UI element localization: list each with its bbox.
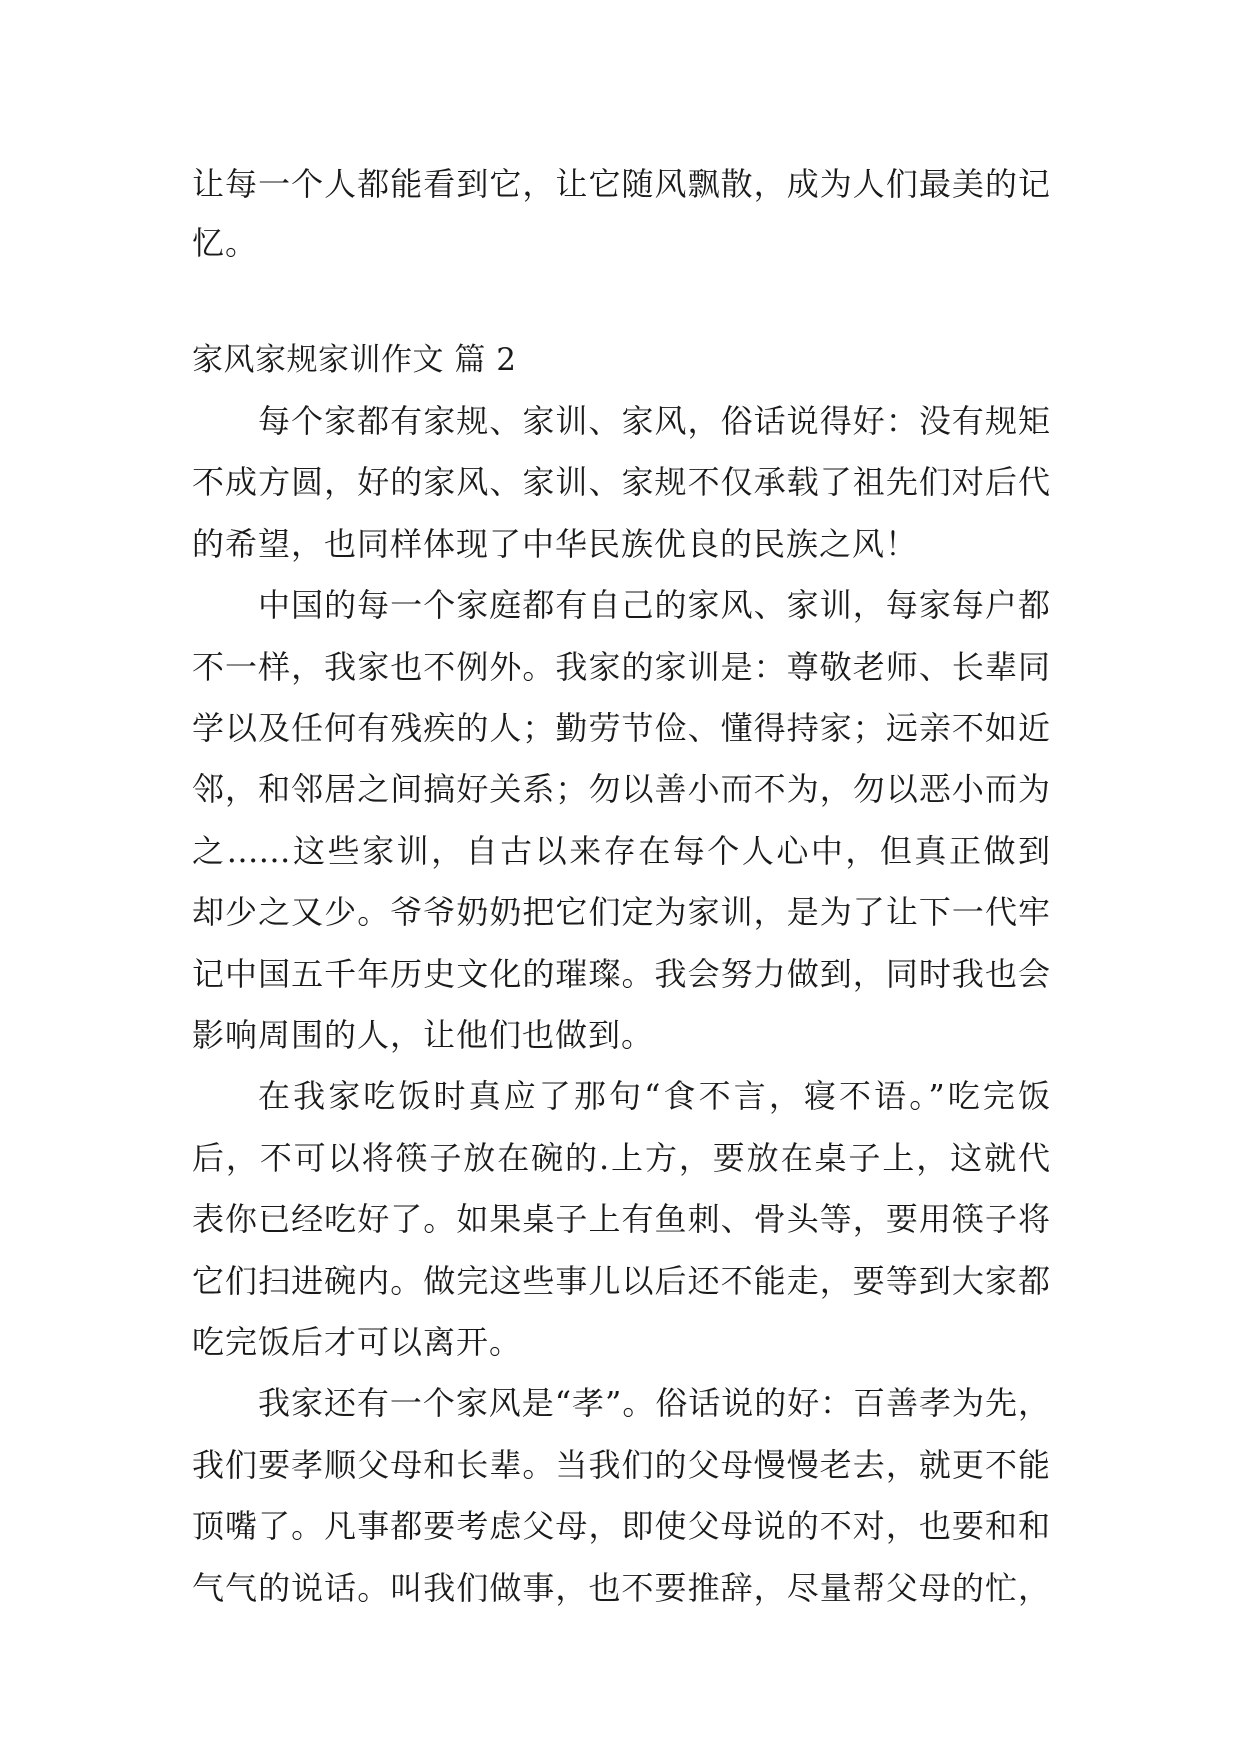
paragraph-line: 邻，和邻居之间搞好关系；勿以善小而不为，勿以恶小而为 xyxy=(192,770,1050,808)
paragraph-line: 却少之又少。爷爷奶奶把它们定为家训，是为了让下一代牢 xyxy=(192,893,1050,931)
paragraph-line: 后，不可以将筷子放在碗的.上方，要放在桌子上，这就代 xyxy=(192,1139,1050,1177)
paragraph-line: 我们要孝顺父母和长辈。当我们的父母慢慢老去，就更不能 xyxy=(192,1446,1050,1484)
paragraph-line: 学以及任何有残疾的人；勤劳节俭、懂得持家；远亲不如近 xyxy=(192,709,1050,747)
paragraph-line: 之……这些家训，自古以来存在每个人心中，但真正做到 xyxy=(192,832,1050,870)
paragraph-line: 在我家吃饭时真应了那句“食不言，寝不语。”吃完饭 xyxy=(258,1077,1050,1115)
paragraph-line: 我家还有一个家风是“孝”。俗话说的好：百善孝为先， xyxy=(258,1384,1050,1422)
section-heading: 家风家规家训作文 篇 2 xyxy=(192,342,517,378)
paragraph-line: 中国的每一个家庭都有自己的家风、家训，每家每户都 xyxy=(258,586,1050,624)
paragraph-line: 不一样，我家也不例外。我家的家训是：尊敬老师、长辈同 xyxy=(192,648,1050,686)
paragraph-line: 每个家都有家规、家训、家风，俗话说得好：没有规矩 xyxy=(258,402,1050,440)
paragraph-line: 的希望，也同样体现了中华民族优良的民族之风！ xyxy=(192,525,919,563)
paragraph-line: 气气的说话。叫我们做事，也不要推辞，尽量帮父母的忙， xyxy=(192,1569,1050,1607)
paragraph-line: 影响周围的人，让他们也做到。 xyxy=(192,1016,655,1054)
paragraph-line: 吃完饭后才可以离开。 xyxy=(192,1323,523,1361)
paragraph-line: 不成方圆，好的家风、家训、家规不仅承载了祖先们对后代 xyxy=(192,463,1050,501)
continuation-line: 忆。 xyxy=(192,224,259,262)
paragraph-line: 它们扫进碗内。做完这些事儿以后还不能走，要等到大家都 xyxy=(192,1262,1050,1300)
continuation-line: 让每一个人都能看到它，让它随风飘散，成为人们最美的记 xyxy=(192,165,1050,203)
paragraph-line: 记中国五千年历史文化的璀璨。我会努力做到，同时我也会 xyxy=(192,955,1050,993)
paragraph-line: 顶嘴了。凡事都要考虑父母，即使父母说的不对，也要和和 xyxy=(192,1507,1050,1545)
paragraph-line: 表你已经吃好了。如果桌子上有鱼刺、骨头等，要用筷子将 xyxy=(192,1200,1050,1238)
